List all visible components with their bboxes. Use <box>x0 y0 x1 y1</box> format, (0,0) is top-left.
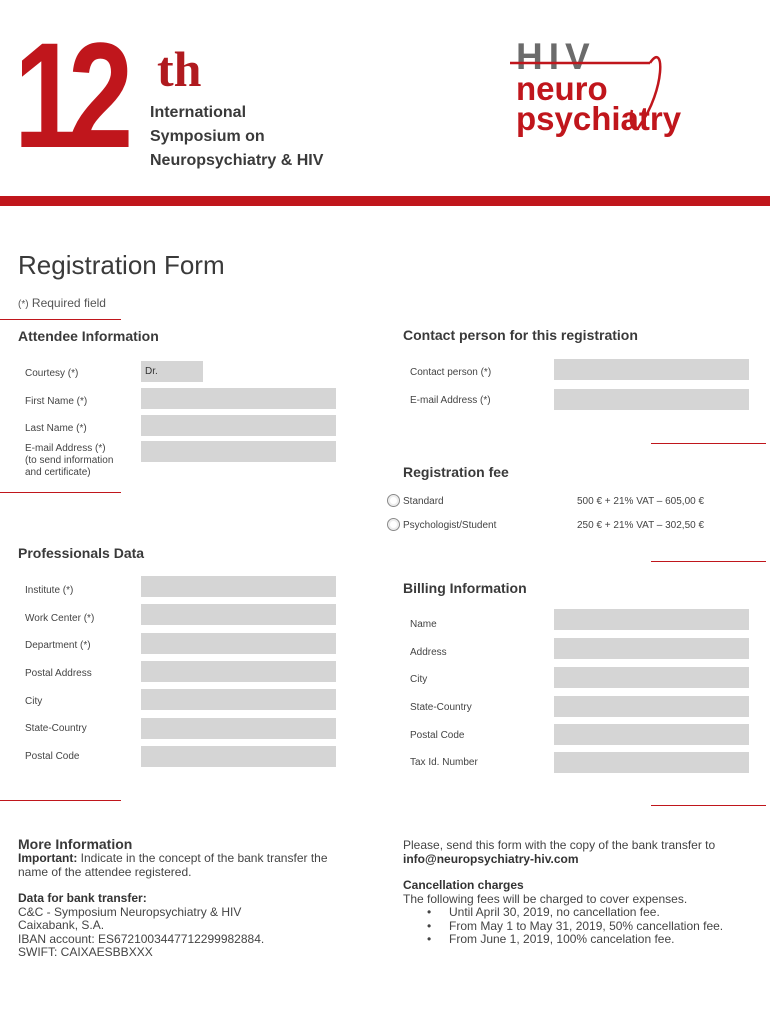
logo-neuro-text: neuro <box>516 70 608 107</box>
postal-address-label: Postal Address <box>25 668 92 679</box>
fee-student-price: 250 € + 21% VAT – 302,50 € <box>577 520 705 531</box>
fee-student-radio[interactable] <box>387 518 400 531</box>
bank-line: SWIFT: CAIXAESBBXXX <box>18 945 153 959</box>
department-label: Department (*) <box>25 640 91 651</box>
billing-address-label: Address <box>410 647 447 658</box>
hiv-neuropsychiatry-logo <box>0 0 770 190</box>
last-name-label: Last Name (*) <box>25 423 87 434</box>
first-name-label: First Name (*) <box>25 396 88 407</box>
billing-postal-code-field[interactable] <box>554 724 749 745</box>
send-email-link[interactable]: info@neuropsychiatry-hiv.com <box>403 851 579 866</box>
important-text: Indicate in the concept of the bank transfer the <box>80 851 328 865</box>
list-item: • From May 1 to May 31, 2019, 50% cancellation fee. <box>403 920 765 934</box>
required-note <box>18 296 106 310</box>
courtesy-value: Dr. <box>145 366 158 377</box>
cancellation-intro: The following fees will be charged to cover expenses. <box>403 891 688 906</box>
important-text-2: name of the attendee registered. <box>18 864 192 879</box>
contact-email-label: E-mail Address (*) <box>410 395 491 406</box>
postal-code-label: Postal Code <box>25 751 80 762</box>
city-field[interactable] <box>141 689 336 710</box>
section-rule <box>651 805 766 806</box>
fee-standard-label: Standard <box>403 496 444 507</box>
symposium-line-3: Neuropsychiatry & HIV <box>150 152 324 169</box>
first-name-field[interactable] <box>141 388 336 409</box>
billing-section-title: Billing Information <box>403 580 527 596</box>
fee-standard-radio[interactable] <box>387 494 400 507</box>
postal-code-field[interactable] <box>141 746 336 767</box>
header-divider <box>0 196 770 206</box>
page-title: Registration Form <box>18 250 225 280</box>
important-label: Important: <box>18 851 78 865</box>
symposium-line-1: International <box>150 104 247 121</box>
cancellation-title: Cancellation charges <box>403 878 524 892</box>
important-note <box>18 852 368 879</box>
contact-person-field[interactable] <box>554 359 749 380</box>
city-label: City <box>25 696 43 707</box>
attendee-email-field[interactable] <box>141 441 336 462</box>
bank-line: C&C - Symposium Neuropsychiatry & HIV <box>18 904 242 919</box>
fee-section-title: Registration fee <box>403 464 509 480</box>
billing-name-field[interactable] <box>554 609 749 630</box>
attendee-email-label-line: E-mail Address (*) <box>25 443 106 454</box>
contact-section-title: Contact person for this registration <box>403 327 638 343</box>
department-field[interactable] <box>141 633 336 654</box>
logo-hiv-text: HIV <box>516 36 596 77</box>
bank-transfer-data <box>18 892 368 960</box>
attendee-section-title: Attendee Information <box>18 328 159 344</box>
section-rule <box>0 800 121 801</box>
send-instructions <box>403 839 763 866</box>
section-rule <box>0 492 121 493</box>
work-center-label: Work Center (*) <box>25 613 95 624</box>
billing-address-field[interactable] <box>554 638 749 659</box>
institute-label: Institute (*) <box>25 585 74 596</box>
billing-state-country-field[interactable] <box>554 696 749 717</box>
tax-id-field[interactable] <box>554 752 749 773</box>
courtesy-field[interactable] <box>141 361 203 382</box>
contact-email-field[interactable] <box>554 389 749 410</box>
postal-address-field[interactable] <box>141 661 336 682</box>
attendee-email-label-line: and certificate) <box>25 467 91 478</box>
bank-transfer-title: Data for bank transfer: <box>18 891 147 905</box>
state-country-field[interactable] <box>141 718 336 739</box>
section-rule <box>651 443 766 444</box>
state-country-label: State-Country <box>25 723 87 734</box>
cancellation-list <box>403 906 765 947</box>
billing-postal-code-label: Postal Code <box>410 730 465 741</box>
bank-line: Caixabank, S.A. <box>18 918 105 932</box>
section-rule <box>651 561 766 562</box>
section-rule <box>0 319 121 320</box>
edition-number: 12 <box>14 11 123 179</box>
logo-swoosh-icon <box>500 30 700 140</box>
tax-id-label: Tax Id. Number <box>410 757 478 768</box>
cancellation-charges <box>403 879 765 947</box>
list-item: • Until April 30, 2019, no cancellation fee. <box>403 906 765 920</box>
professionals-section-title: Professionals Data <box>18 545 145 561</box>
attendee-email-label-line: (to send information <box>25 455 114 466</box>
required-asterisk: (*) <box>18 299 29 310</box>
send-text: Please, send this form with the copy of the bank transfer to <box>403 838 716 852</box>
edition-suffix: th <box>157 41 202 97</box>
required-text: Required field <box>31 296 106 310</box>
billing-city-label: City <box>410 674 428 685</box>
work-center-field[interactable] <box>141 604 336 625</box>
bank-line: IBAN account: ES6721003447712299982884. <box>18 931 265 946</box>
last-name-field[interactable] <box>141 415 336 436</box>
billing-state-country-label: State-Country <box>410 702 472 713</box>
billing-city-field[interactable] <box>554 667 749 688</box>
more-info-title: More Information <box>18 836 133 852</box>
institute-field[interactable] <box>141 576 336 597</box>
attendee-email-label <box>25 443 113 479</box>
fee-standard-price: 500 € + 21% VAT – 605,00 € <box>577 496 705 507</box>
courtesy-label: Courtesy (*) <box>25 368 79 379</box>
list-item: • From June 1, 2019, 100% cancelation fee. <box>403 933 765 947</box>
billing-name-label: Name <box>410 619 437 630</box>
contact-person-label: Contact person (*) <box>410 367 492 378</box>
logo-psychiatry-text: psychiatry <box>516 100 682 137</box>
symposium-line-2: Symposium on <box>150 128 265 145</box>
fee-student-label: Psychologist/Student <box>403 520 497 531</box>
